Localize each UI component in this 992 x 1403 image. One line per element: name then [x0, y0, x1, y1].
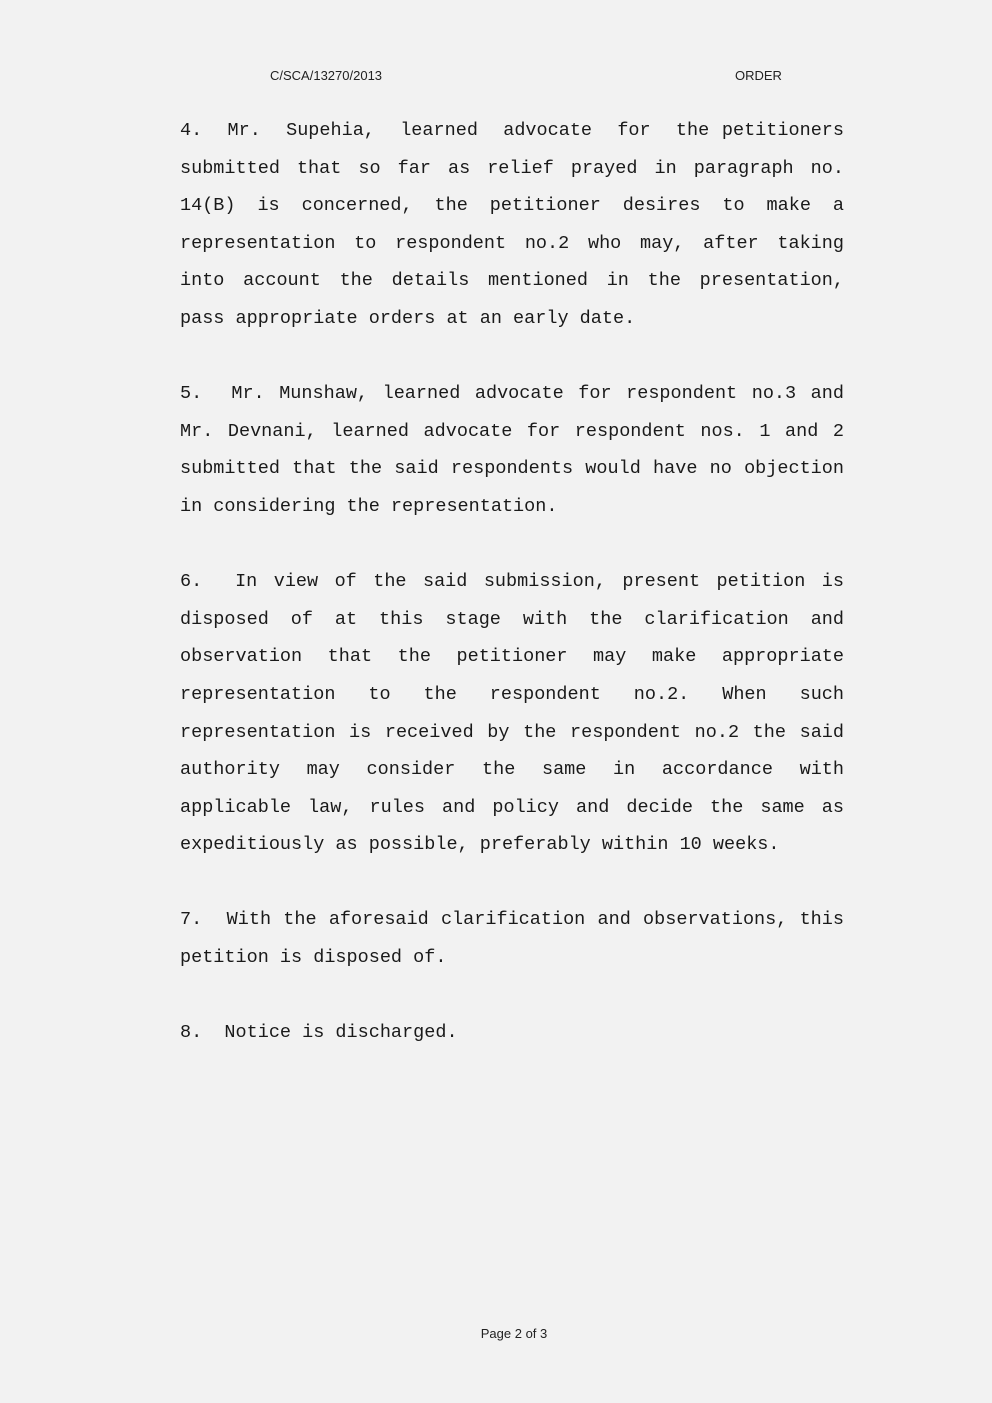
page-header [0, 68, 992, 88]
paragraph-8: 8. Notice is discharged. [180, 1022, 458, 1044]
paragraph-6: 6. In view of the said submission, present petition is disposed of at this stage with the clarification and observation that the petitioner may make appropriate representation to the respondent no.2. When such representation is received by the respondent no.2 the said authority may consider the same in accordance with applicable law, rules and policy and decide the same as expeditiously as possible, preferably within 10 weeks. [180, 571, 856, 856]
paragraph-4: 4. Mr. Supehia, learned advocate for the petitioners submitted that so far as relief prayed in paragraph no. 14(B) is concerned, the petitioner desires to make a representation to respondent no.2 who may, after taking into account the details mentioned in the presentation, pass appropriate orders at an early date. [180, 120, 856, 329]
paragraph-7: 7. With the aforesaid clarification and observations, this petition is disposed of. [180, 909, 856, 969]
paragraph-5: 5. Mr. Munshaw, learned advocate for respondent no.3 and Mr. Devnani, learned advocate for respondent nos. 1 and 2 submitted that the said respondents would have no objection in considering the representation. [180, 383, 856, 517]
document-type: ORDER [735, 68, 782, 83]
page-footer [0, 1326, 992, 1341]
page-number: Page 2 of 3 [480, 1326, 548, 1341]
order-body [180, 112, 856, 1089]
case-number: C/SCA/13270/2013 [270, 68, 383, 83]
